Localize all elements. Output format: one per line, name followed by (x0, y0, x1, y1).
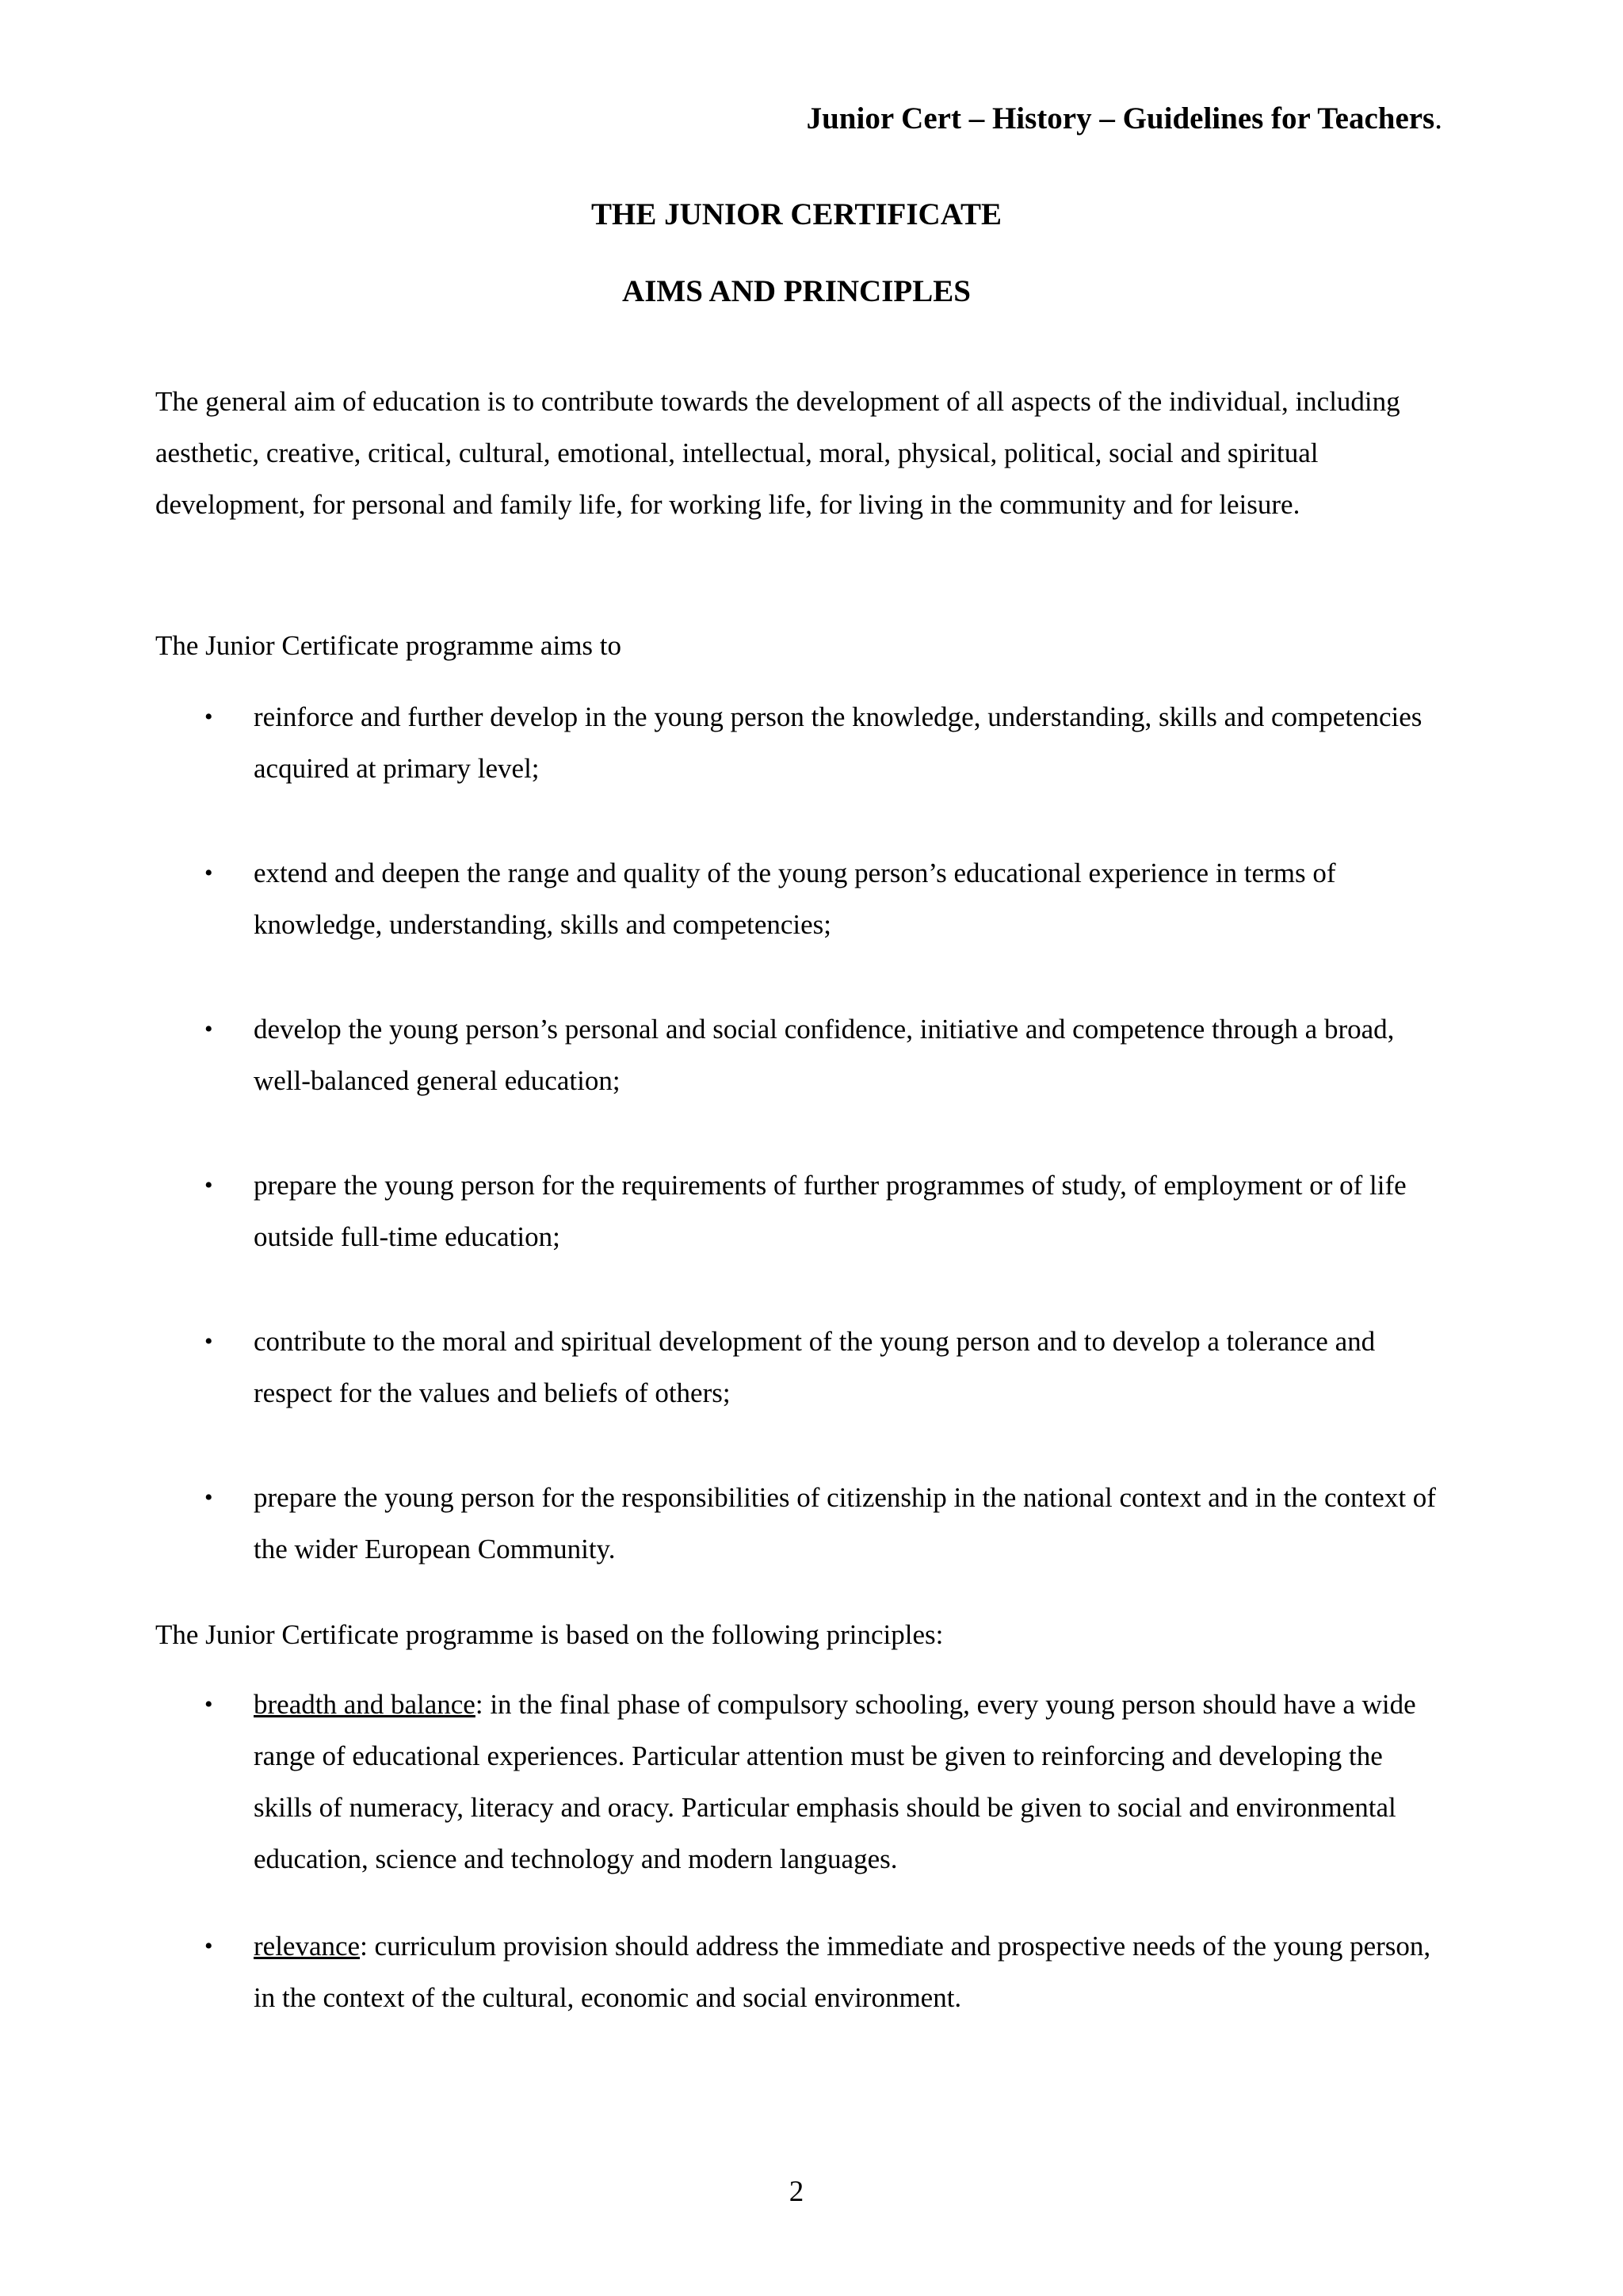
principles-list-item (204, 1920, 1442, 2023)
bullet-icon: • (204, 1933, 213, 1959)
aims-list-item (204, 847, 1442, 950)
bullet-icon: • (204, 704, 213, 730)
aims-lead-in: The Junior Certificate programme aims to (155, 630, 622, 661)
principles-list-item (204, 1679, 1442, 1885)
page-number: 2 (789, 2176, 804, 2208)
intro-paragraph: The general aim of education is to contribute towards the development of all aspects of the individual, including aesthetic, creative, critical, cultural, emotional, intellectual, moral, physical, political, social and spiritual development, for personal and family life, for working life, for living in the community and for leisure. (155, 386, 1400, 520)
aims-list-item (204, 1316, 1442, 1419)
bullet-icon: • (204, 1691, 213, 1717)
aims-list-item (204, 1472, 1442, 1575)
aims-item-text: prepare the young person for the requirements of further programmes of study, of employment or of life outside full-time education; (254, 1170, 1407, 1252)
document-title: THE JUNIOR CERTIFICATE (591, 197, 1002, 231)
aims-item-text: extend and deepen the range and quality of the young person’s educational experience in terms of knowledge, understanding, skills and competencies; (254, 858, 1336, 940)
running-header (807, 98, 1442, 139)
aims-item-text: reinforce and further develop in the young person the knowledge, understanding, skills and competencies acquired at primary level; (254, 701, 1423, 784)
principle-term: breadth and balance (254, 1689, 475, 1720)
bullet-icon: • (204, 1484, 213, 1511)
aims-list-item (204, 1003, 1442, 1106)
bullet-icon: • (204, 1016, 213, 1042)
aims-item-text: contribute to the moral and spiritual development of the young person and to develop a tolerance and respect for the values and beliefs of others; (254, 1326, 1376, 1408)
running-header-period: . (1434, 101, 1442, 136)
principles-lead-in: The Junior Certificate programme is based on the following principles: (155, 1619, 944, 1650)
principle-term: relevance (254, 1931, 361, 1962)
principle-text: : in the final phase of compulsory schooling, every young person should have a wide range of educational experiences. Particular attention must be given to reinforcing and developing the skills of numeracy, literacy and oracy. Particular emphasis should be given to social and environmental education, science and technology and modern languages. (254, 1689, 1416, 1874)
aims-list-item (204, 1159, 1442, 1263)
running-header-title: Junior Cert – History – Guidelines for Teachers (806, 101, 1435, 136)
aims-list-item (204, 691, 1442, 794)
bullet-icon: • (204, 1328, 213, 1354)
principle-text: : curriculum provision should address the immediate and prospective needs of the young person, in the context of the cultural, economic and social environment. (254, 1931, 1431, 2013)
document-subtitle: AIMS AND PRINCIPLES (622, 274, 971, 308)
aims-item-text: develop the young person’s personal and social confidence, initiative and competence through a broad, well-balanced general education; (254, 1014, 1395, 1096)
aims-item-text: prepare the young person for the responsibilities of citizenship in the national context and in the context of the wider European Community. (254, 1482, 1436, 1564)
bullet-icon: • (204, 1172, 213, 1198)
bullet-icon: • (204, 860, 213, 886)
